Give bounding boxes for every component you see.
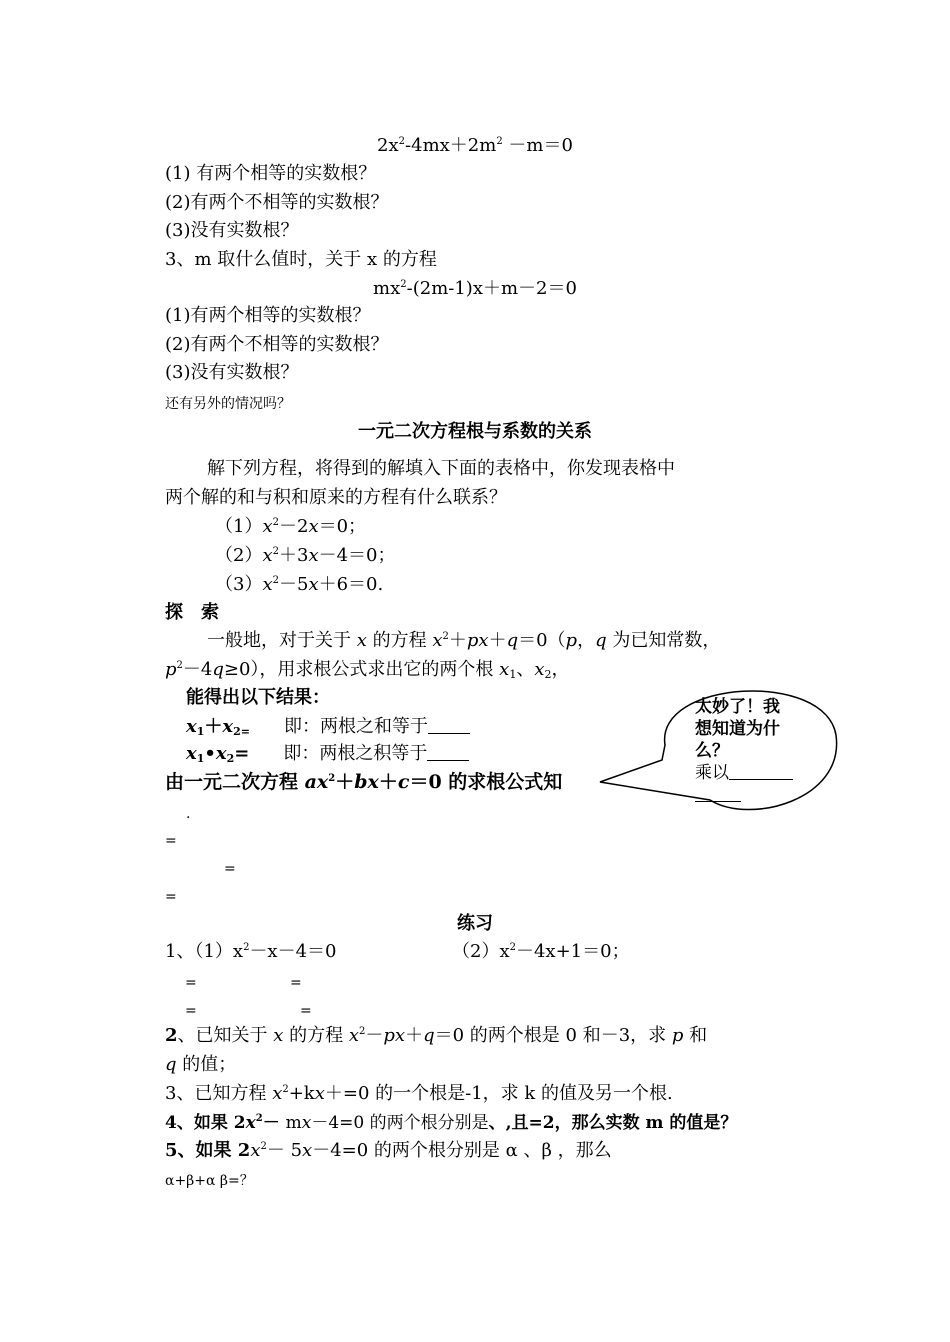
other-cases: 还有另外的情况吗？ xyxy=(165,396,291,412)
bubble-line-4: 乘以 xyxy=(695,762,815,784)
bubble-line-3: 么？ xyxy=(695,741,729,761)
practice-2b: q 的值； xyxy=(165,1054,237,1075)
bubble-text xyxy=(695,696,815,806)
derivation-eq-1: = xyxy=(165,833,177,849)
equation-item-2: $(2)x^2+3x-4=0$； xyxy=(215,545,396,566)
explore-line-1: 一般地，对于关于 x 的方程 $x^2+px+q=0(p$，q 为已知常数， xyxy=(207,630,721,651)
practice-eq-3: = xyxy=(185,1003,197,1019)
practice-4: 4、如果 $2x^2- mx-4=0$ 的两个根分别是、,且=2，那么实数 m 的值是？ xyxy=(165,1113,738,1133)
sum-blank xyxy=(428,717,470,734)
practice-3: 3、已知方程 $x^2+kx+=0$ 的一个根是-1，求 k 的值及另一个根. xyxy=(165,1083,673,1104)
question-3-1: (1)有两个相等的实数根？ xyxy=(165,305,371,326)
practice-1a: 1、$(1)x^2-x-4=0$ xyxy=(165,941,337,962)
question-2-1: (1) 有两个相等的实数根？ xyxy=(165,163,377,184)
question-2-3: (3)没有实数根？ xyxy=(165,220,299,241)
practice-eq-4: = xyxy=(300,1003,312,1019)
result-heading: 能得出以下结果： xyxy=(186,687,330,708)
product-of-roots: $x_1•x_2=$ 即：两根之积等于 xyxy=(186,743,469,765)
practice-eq-1: = xyxy=(185,975,197,991)
sum-of-roots: $x_1+x_{2=}$ 即：两根之和等于 xyxy=(186,716,470,738)
practice-eq-2: = xyxy=(290,975,302,991)
product-blank xyxy=(427,744,469,761)
equation-item-3: $(3)x^2-5x+6=0$. xyxy=(215,574,384,595)
practice-5a: 5、如果 $2x^2- 5x-4=0$ 的两个根分别是 α 、β ，那么 xyxy=(165,1140,612,1161)
practice-5b: α+β+α β=？ xyxy=(165,1173,254,1189)
intro-line-1: 解下列方程，将得到的解填入下面的表格中，你发现表格中 xyxy=(207,458,675,479)
question-3-intro: 3、m 取什么值时，关于 x 的方程 xyxy=(165,249,437,270)
bubble-line-1: 太妙了！我 xyxy=(695,697,780,717)
derivation-eq-3: = xyxy=(165,889,177,905)
formula-line: 由一元二次方程 $ax^2+bx+c=0$ 的求根公式知 xyxy=(165,771,563,793)
question-2-2: (2)有两个不相等的实数根？ xyxy=(165,192,389,213)
equation-item-1: $(1)x^2-2x=0$； xyxy=(215,516,367,537)
question-3-2: (2)有两个不相等的实数根？ xyxy=(165,334,389,355)
explore-heading: 探 索 xyxy=(165,602,219,623)
equation-2: $2x^2-4mx+2m^2 -m=0$ xyxy=(377,135,573,156)
question-3-3: (3)没有实数根？ xyxy=(165,362,299,383)
explore-line-2: $p^2-4q\ge 0$），用求根公式求出它的两个根 $x_1$、$x_2$， xyxy=(165,659,570,681)
practice-2a: 2、已知关于 x 的方程 $x^2-px+q=0$ 的两个根是 0 和－3，求 p 和 xyxy=(165,1025,708,1046)
period: . xyxy=(186,806,191,822)
practice-heading: 练习 xyxy=(457,913,493,934)
bubble-line-5 xyxy=(695,784,815,806)
equation-3: $mx^2-(2m-1)x+m-2=0$ xyxy=(373,278,577,299)
derivation-eq-2: = xyxy=(224,861,236,877)
bubble-line-2: 想知道为什 xyxy=(695,719,780,739)
intro-line-2: 两个解的和与积和原来的方程有什么联系？ xyxy=(165,487,507,508)
section-title: 一元二次方程根与系数的关系 xyxy=(358,421,592,442)
practice-1b: $(2)x^2-4x+1=0$； xyxy=(452,941,630,962)
